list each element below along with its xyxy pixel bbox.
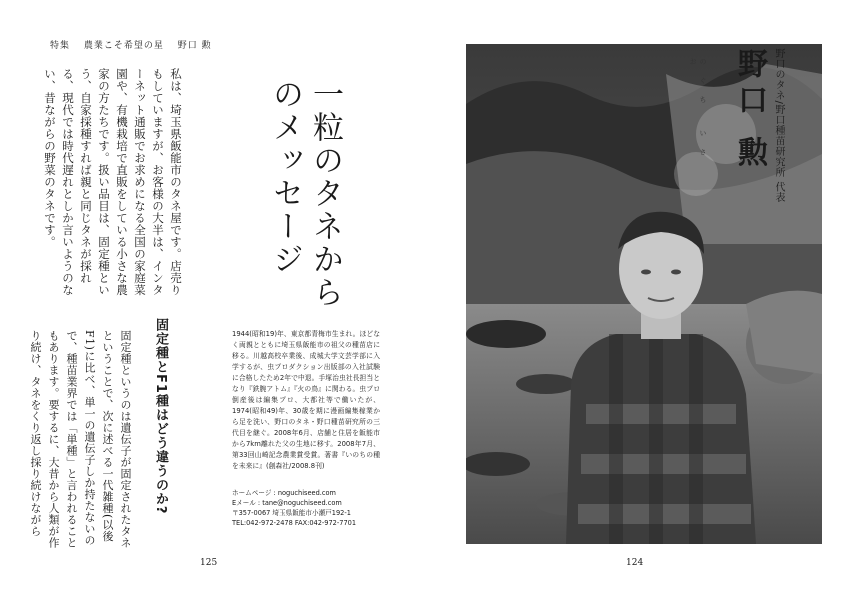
author-name: 野口 勲 xyxy=(732,48,767,173)
contact-phone: TEL:042-972-2478 FAX:042-972-7701 xyxy=(232,519,357,527)
running-head-section: 特集 xyxy=(50,41,71,51)
contact-email: Eメール : tane@noguchiseed.com xyxy=(232,499,342,507)
contact-homepage: ホームページ : noguchiseed.com xyxy=(232,489,336,497)
running-head-author: 野口 勲 xyxy=(177,41,212,51)
body-text-intro: 私は、埼玉県飯能市のタネ屋です。店売りもしていますが、お客様の大半は、インターネット通販でお求めになる全国の家庭菜園や、有機栽培で直販をしている小さな農家の方たちです。扱い品目は、固定種という、自家採種すれば親と同じタネが採れる、現代では時代遅れとしか言いようのない、昔ながらの野菜のタネです。 xyxy=(43,68,183,296)
page-number-left: 125 xyxy=(200,558,218,568)
author-bio: 1944(昭和19)年、東京都青梅市生まれ。ほどなく両親とともに埼玉県飯能市の祖父の種苗店に移る。川越高校卒業後、成城大学文芸学部に入学するが、虫プロダクション出版部の入社試験に合格したため2年で中退。手塚治虫社長担当となり『鉄腕アトム』『火の鳥』に関わる。虫プロ倒産後は編集プロ、大都社等で働いたが、1974(昭和49)年、30歳を期に漫画編集稼業から足を洗い、野口のタネ・野口種苗研究所の三代目を継ぐ。2008年6月、店舗と住居を飯能市から7km離れた父の生地に移す。2008年7月、第33回山崎記念農業賞受賞。著書『いのちの種を未来に』(創森社/2008.8刊) xyxy=(232,330,380,470)
running-head-series: 農業こそ希望の星 xyxy=(83,41,164,51)
right-page xyxy=(421,0,842,595)
author-affiliation: 野口のタネ/野口種苗研究所 代表 xyxy=(773,48,784,203)
contact-info xyxy=(232,488,402,528)
contact-address: 〒357-0067 埼玉県飯能市小瀬戸192-1 xyxy=(232,509,351,517)
page-number-right: 124 xyxy=(626,558,644,568)
article-title: 一粒のタネからのメッセージ xyxy=(267,78,343,309)
body-text-section: 固定種というのは遺伝子が固定されたタネということで、次に述べる一代雑種(以後F1)に比べ、単一の遺伝子しか持たないので、種苗業界では「単種」と言われることもあります。要するに、大昔から人類が作り続け、タネをくり返し採り続けながら xyxy=(29,330,132,549)
author-name-ruby: のぐち いさお xyxy=(689,58,707,168)
running-head xyxy=(50,38,222,51)
section-subheading: 固定種とF1種はどう違うのか? xyxy=(153,318,168,515)
